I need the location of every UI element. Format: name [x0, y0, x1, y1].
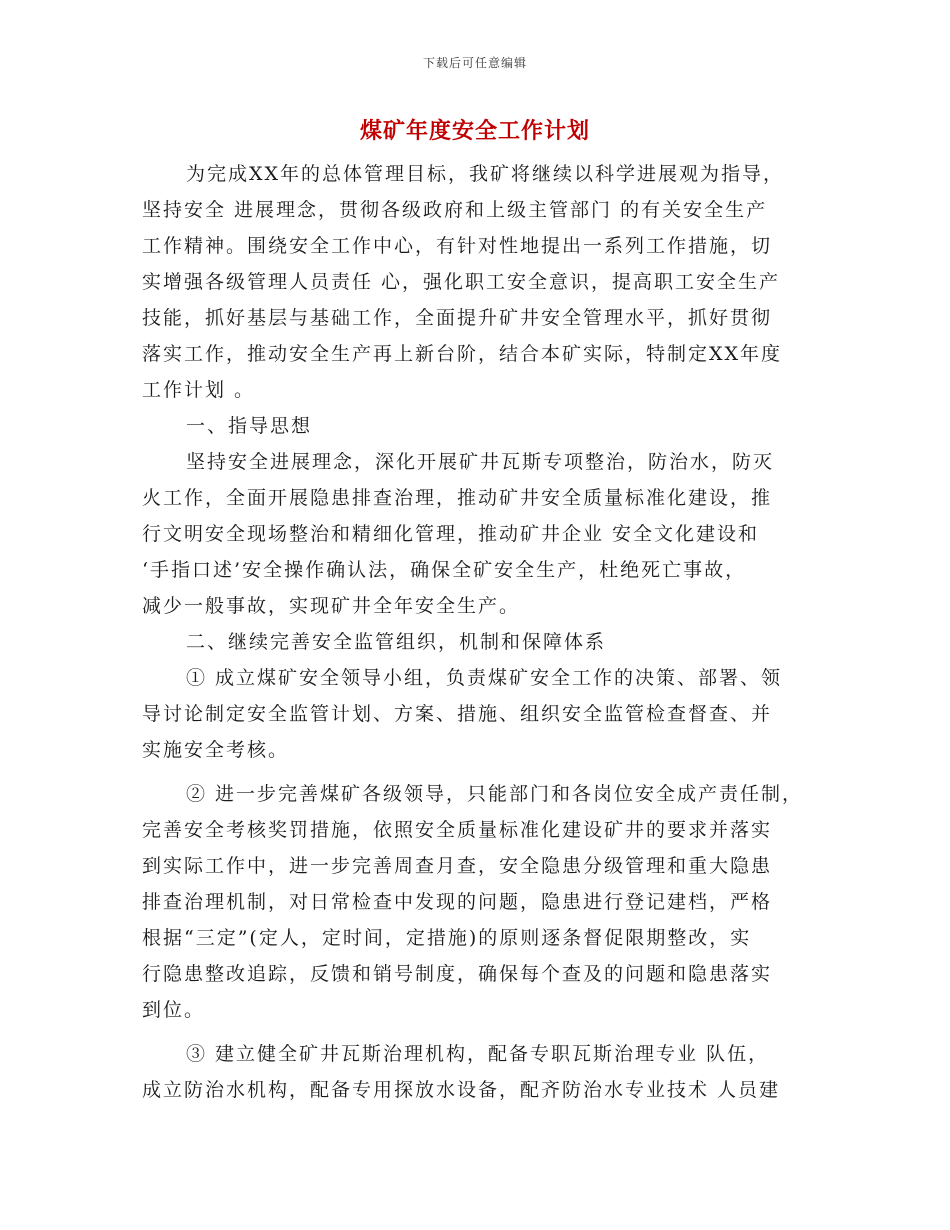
paragraph-line: 落实工作，推动安全生产再上新台阶，结合本矿实际，特制定XX年度 — [142, 343, 783, 365]
paragraph-line: 工作精神。围绕安全工作中心，有针对性地提出一系列工作措施，切 — [142, 235, 773, 257]
header-note: 下载后可任意编辑 — [422, 56, 527, 70]
list-item-line: 导讨论制定安全监管计划、方案、措施、组织安全监管检查督查、并 — [142, 703, 773, 725]
list-item-line: 行隐患整改追踪，反馈和销号制度，确保每个查及的问题和隐患落实 — [142, 963, 773, 985]
list-item-line: 完善安全考核奖罚措施，依照安全质量标准化建设矿井的要求并落实 — [142, 819, 773, 841]
list-item-line: 成立防治水机构，配备专用探放水设备，配齐防治水专业技术 人员建 — [142, 1079, 781, 1101]
list-item-line: 到实际工作中，进一步完善周查月查，安全隐患分级管理和重大隐患 — [142, 855, 773, 877]
paragraph-line: 行文明安全现场整治和精细化管理，推动矿井企业 安全文化建设和 — [142, 523, 760, 545]
list-item-line: ③ 建立健全矿井瓦斯治理机构，配备专职瓦斯治理专业 队伍， — [186, 1043, 770, 1065]
page-title: 煤矿年度安全工作计划 — [359, 118, 590, 144]
paragraph-line: 工作计划 。 — [142, 379, 256, 401]
list-item-line: ① 成立煤矿安全领导小组，负责煤矿安全工作的决策、部署、领 — [186, 667, 783, 689]
list-item-line: 根据“三定”(定人，定时间，定措施)的原则逐条督促限期整改，实 — [142, 927, 752, 949]
paragraph-gap — [142, 768, 818, 776]
paragraph-line: 技能，抓好基层与基础工作，全面提升矿井安全管理水平，抓好贯彻 — [142, 307, 773, 329]
paragraph-line: ‘手指口述’安全操作确认法，确保全矿安全生产，杜绝死亡事故， — [142, 559, 747, 581]
paragraph-line: 为完成XX年的总体管理目标，我矿将继续以科学进展观为指导， — [186, 163, 785, 185]
paragraph-line: 坚持安全进展理念，深化开展矿井瓦斯专项整治，防治水，防灭 — [186, 451, 775, 473]
section-heading: 二、继续完善安全监管组织，机制和保障体系 — [186, 631, 607, 653]
section-heading: 一、指导思想 — [186, 415, 313, 437]
paragraph-line: 坚持安全 进展理念，贯彻各级政府和上级主管部门 的有关安全生产 — [142, 199, 768, 221]
list-item-line: 实施安全考核。 — [142, 739, 290, 761]
list-item-line: 到位。 — [142, 999, 206, 1021]
list-item-line: 排查治理机制，对日常检查中发现的问题，隐患进行登记建档，严格 — [142, 891, 773, 913]
document-body — [142, 156, 818, 1108]
paragraph-line: 实增强各级管理人员责任 心，强化职工安全意识，提高职工安全生产 — [142, 271, 781, 293]
paragraph-line: 火工作，全面开展隐患排查治理，推动矿井安全质量标准化建设，推 — [142, 487, 773, 509]
paragraph-gap — [142, 1028, 818, 1036]
paragraph-line: 减少一般事故，实现矿井全年安全生产。 — [142, 595, 521, 617]
list-item-line: ② 进一步完善煤矿各级领导，只能部门和各岗位安全成产责任制， — [186, 783, 804, 805]
